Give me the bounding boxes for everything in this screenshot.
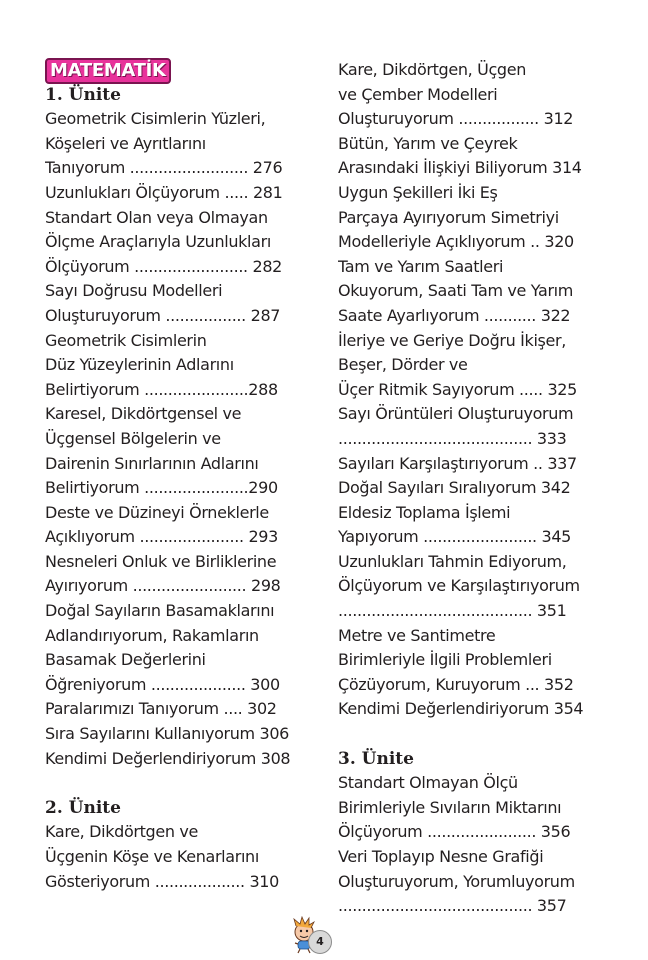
toc-line: Veri Toplayıp Nesne Grafiği [338, 847, 544, 866]
toc-line: Çözüyorum, Kuruyorum ... 352 [338, 674, 574, 694]
toc-line: Kare, Dikdörtgen ve [45, 822, 198, 842]
toc-line: Dairenin Sınırlarının Adlarını [45, 453, 259, 473]
toc-line: Belirtiyorum ......................290 [45, 478, 278, 498]
section-spacer [45, 771, 313, 796]
subject-title-row [45, 58, 313, 83]
toc-line: ......................................... 333 [338, 428, 567, 448]
toc-line: Doğal Sayıları Sıralıyorum 342 [338, 478, 571, 498]
toc-line: Sayı Örüntüleri Oluşturuyorum [338, 404, 574, 424]
unit-2-entries [45, 820, 313, 894]
section-spacer [338, 722, 608, 747]
toc-line: Üçgenin Köşe ve Kenarlarını [45, 847, 259, 866]
toc-line: Kare, Dikdörtgen, Üçgen [338, 60, 526, 79]
toc-left-column [45, 58, 313, 894]
toc-line: Okuyorum, Saati Tam ve Yarım [338, 281, 573, 301]
unit-2-heading: 2. Ünite [45, 797, 121, 818]
unit-2-continued-entries [338, 58, 608, 722]
toc-line: Uygun Şekilleri İki Eş [338, 182, 498, 202]
toc-line: ......................................... 351 [338, 601, 567, 621]
toc-line: Beşer, Dörder ve [338, 355, 468, 375]
unit-3-entries [338, 771, 608, 919]
toc-line: Modelleriyle Açıklıyorum .. 320 [338, 232, 574, 252]
toc-line: Kendimi Değerlendiriyorum 308 [45, 748, 291, 768]
toc-line: Standart Olmayan Ölçü [338, 773, 518, 793]
toc-line: Yapıyorum ........................ 345 [338, 527, 572, 547]
toc-line: Geometrik Cisimlerin Yüzleri, [45, 109, 266, 129]
toc-line: Düz Yüzeylerinin Adlarını [45, 355, 234, 375]
toc-line: Eldesiz Toplama İşlemi [338, 502, 511, 522]
toc-line: Sıra Sayılarını Kullanıyorum 306 [45, 724, 289, 744]
toc-line: Ölçüyorum ve Karşılaştırıyorum [338, 576, 580, 596]
toc-right-column [338, 58, 608, 919]
toc-line: Nesneleri Onluk ve Birliklerine [45, 551, 277, 571]
toc-line: Oluşturuyorum ................. 287 [45, 305, 281, 325]
toc-line: Bütün, Yarım ve Çeyrek [338, 133, 518, 153]
toc-line: Öğreniyorum .................... 300 [45, 674, 280, 694]
toc-line: Açıklıyorum ...................... 293 [45, 527, 278, 547]
toc-line: Oluşturuyorum ................. 312 [338, 109, 574, 129]
toc-line: Karesel, Dikdörtgensel ve [45, 404, 242, 424]
toc-line: ve Çember Modelleri [338, 84, 498, 104]
toc-line: Saate Ayarlıyorum ........... 322 [338, 305, 571, 325]
toc-line: Basamak Değerlerini [45, 650, 206, 670]
toc-line: Metre ve Santimetre [338, 625, 496, 645]
toc-line: Sayıları Karşılaştırıyorum .. 337 [338, 453, 577, 473]
toc-line: Tam ve Yarım Saatleri [338, 256, 504, 276]
toc-line: Arasındaki İlişkiyi Biliyorum 314 [338, 158, 582, 178]
toc-line: Gösteriyorum ................... 310 [45, 871, 279, 891]
toc-line: Ölçüyorum ........................ 282 [45, 256, 283, 276]
toc-line: ......................................... 357 [338, 896, 567, 916]
toc-line: Üçgensel Bölgelerin ve [45, 428, 221, 448]
toc-line: Geometrik Cisimlerin [45, 330, 207, 350]
toc-line: Uzunlukları Ölçüyorum ..... 281 [45, 182, 283, 202]
toc-line: Köşeleri ve Ayrıtlarını [45, 133, 206, 153]
toc-line: Kendimi Değerlendiriyorum 354 [338, 699, 584, 719]
subject-title: MATEMATİK [45, 58, 171, 84]
toc-line: Adlandırıyorum, Rakamların [45, 625, 259, 645]
toc-line: Belirtiyorum ......................288 [45, 379, 278, 399]
toc-line: Tanıyorum ......................... 276 [45, 158, 283, 178]
toc-line: Oluşturuyorum, Yorumluyorum [338, 871, 575, 891]
toc-line: Ölçüyorum ....................... 356 [338, 822, 571, 842]
unit-3-heading: 3. Ünite [338, 748, 414, 769]
page-number: 4 [308, 930, 332, 954]
toc-line: Uzunlukları Tahmin Ediyorum, [338, 551, 567, 571]
toc-line: Doğal Sayıların Basamaklarını [45, 601, 275, 621]
toc-line: İleriye ve Geriye Doğru İkişer, [338, 330, 566, 350]
unit-1-entries [45, 107, 313, 771]
toc-line: Ölçme Araçlarıyla Uzunlukları [45, 232, 271, 252]
toc-line: Ayırıyorum ........................ 298 [45, 576, 281, 596]
toc-line: Sayı Doğrusu Modelleri [45, 281, 223, 301]
toc-line: Üçer Ritmik Sayıyorum ..... 325 [338, 379, 577, 399]
toc-line: Paralarımızı Tanıyorum .... 302 [45, 699, 277, 719]
toc-line: Birimleriyle Sıvıların Miktarını [338, 797, 562, 817]
toc-line: Birimleriyle İlgili Problemleri [338, 650, 552, 670]
unit-1-heading: 1. Ünite [45, 84, 121, 105]
toc-line: Deste ve Düzineyi Örneklerle [45, 502, 269, 522]
toc-line: Standart Olan veya Olmayan [45, 207, 268, 227]
toc-line: Parçaya Ayırıyorum Simetriyi [338, 207, 559, 227]
